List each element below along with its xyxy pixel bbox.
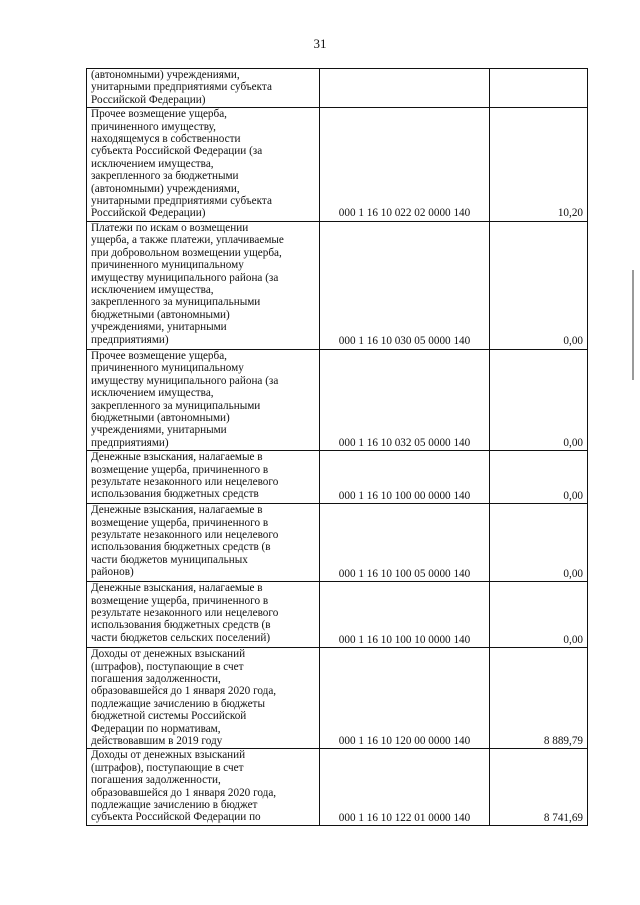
budget-code-cell xyxy=(320,69,490,108)
table-row xyxy=(87,749,588,826)
amount-cell: 0,00 xyxy=(490,349,588,450)
revenue-table-body xyxy=(87,69,588,826)
amount-cell: 0,00 xyxy=(490,582,588,648)
revenue-name-cell: Доходы от денежных взысканий (штрафов), поступающие в счет погашения задолженности, образовавшейся до 1 января 2020 года, подлежащие зачислению в бюджет субъекта Российской Федерации по xyxy=(87,749,320,826)
revenue-name-cell: Платежи по искам о возмещении ущерба, а также платежи, уплачиваемые при добровольном возмещении ущерба, причиненного муниципальному имуществу муниципального района (за исключением имущества, закрепленного за муниципальными бюджетными (автономными) учреждениями, унитарными предприятиями) xyxy=(87,221,320,349)
table-row xyxy=(87,504,588,582)
amount-cell xyxy=(490,69,588,108)
revenue-name-cell: (автономными) учреждениями, унитарными предприятиями субъекта Российской Федерации) xyxy=(87,69,320,108)
amount-cell: 0,00 xyxy=(490,451,588,504)
amount-cell: 0,00 xyxy=(490,504,588,582)
budget-code-cell: 000 1 16 10 122 01 0000 140 xyxy=(320,749,490,826)
amount-cell: 8 741,69 xyxy=(490,749,588,826)
revenue-name-cell: Прочее возмещение ущерба, причиненного муниципальному имуществу муниципального района (за исключением имущества, закрепленного за муниципальными бюджетными (автономными) учреждениями, унитарными предприятиями) xyxy=(87,349,320,450)
revenue-name-cell: Денежные взыскания, налагаемые в возмещение ущерба, причиненного в результате незаконного или нецелевого использования бюджетных средств (в части бюджетов сельских поселений) xyxy=(87,582,320,648)
table-row xyxy=(87,451,588,504)
revenue-table xyxy=(86,68,588,826)
budget-code-cell: 000 1 16 10 030 05 0000 140 xyxy=(320,221,490,349)
amount-cell: 8 889,79 xyxy=(490,648,588,749)
budget-code-cell: 000 1 16 10 100 05 0000 140 xyxy=(320,504,490,582)
table-row xyxy=(87,582,588,648)
revenue-name-cell: Денежные взыскания, налагаемые в возмещение ущерба, причиненного в результате незаконного или нецелевого использования бюджетных средств (в части бюджетов муниципальных районов) xyxy=(87,504,320,582)
budget-code-cell: 000 1 16 10 120 00 0000 140 xyxy=(320,648,490,749)
table-row xyxy=(87,221,588,349)
scan-edge-mark xyxy=(632,270,634,380)
amount-cell: 0,00 xyxy=(490,221,588,349)
revenue-name-cell: Прочее возмещение ущерба, причиненного имуществу, находящемуся в собственности субъекта Российской Федерации (за исключением имущества, закрепленного за бюджетными (автономными) учреждениями, унитарными предприятиями субъекта Российской Федерации) xyxy=(87,108,320,222)
budget-code-cell: 000 1 16 10 032 05 0000 140 xyxy=(320,349,490,450)
budget-code-cell: 000 1 16 10 100 10 0000 140 xyxy=(320,582,490,648)
table-row xyxy=(87,648,588,749)
revenue-name-cell: Денежные взыскания, налагаемые в возмещение ущерба, причиненного в результате незаконного или нецелевого использования бюджетных средств xyxy=(87,451,320,504)
table-row xyxy=(87,349,588,450)
table-row xyxy=(87,69,588,108)
amount-cell: 10,20 xyxy=(490,108,588,222)
budget-code-cell: 000 1 16 10 100 00 0000 140 xyxy=(320,451,490,504)
page-number: 31 xyxy=(313,36,327,51)
budget-code-cell: 000 1 16 10 022 02 0000 140 xyxy=(320,108,490,222)
revenue-name-cell: Доходы от денежных взысканий (штрафов), поступающие в счет погашения задолженности, образовавшейся до 1 января 2020 года, подлежащие зачислению в бюджеты бюджетной системы Российской Федерации по нормативам, действовавшим в 2019 году xyxy=(87,648,320,749)
table-row xyxy=(87,108,588,222)
